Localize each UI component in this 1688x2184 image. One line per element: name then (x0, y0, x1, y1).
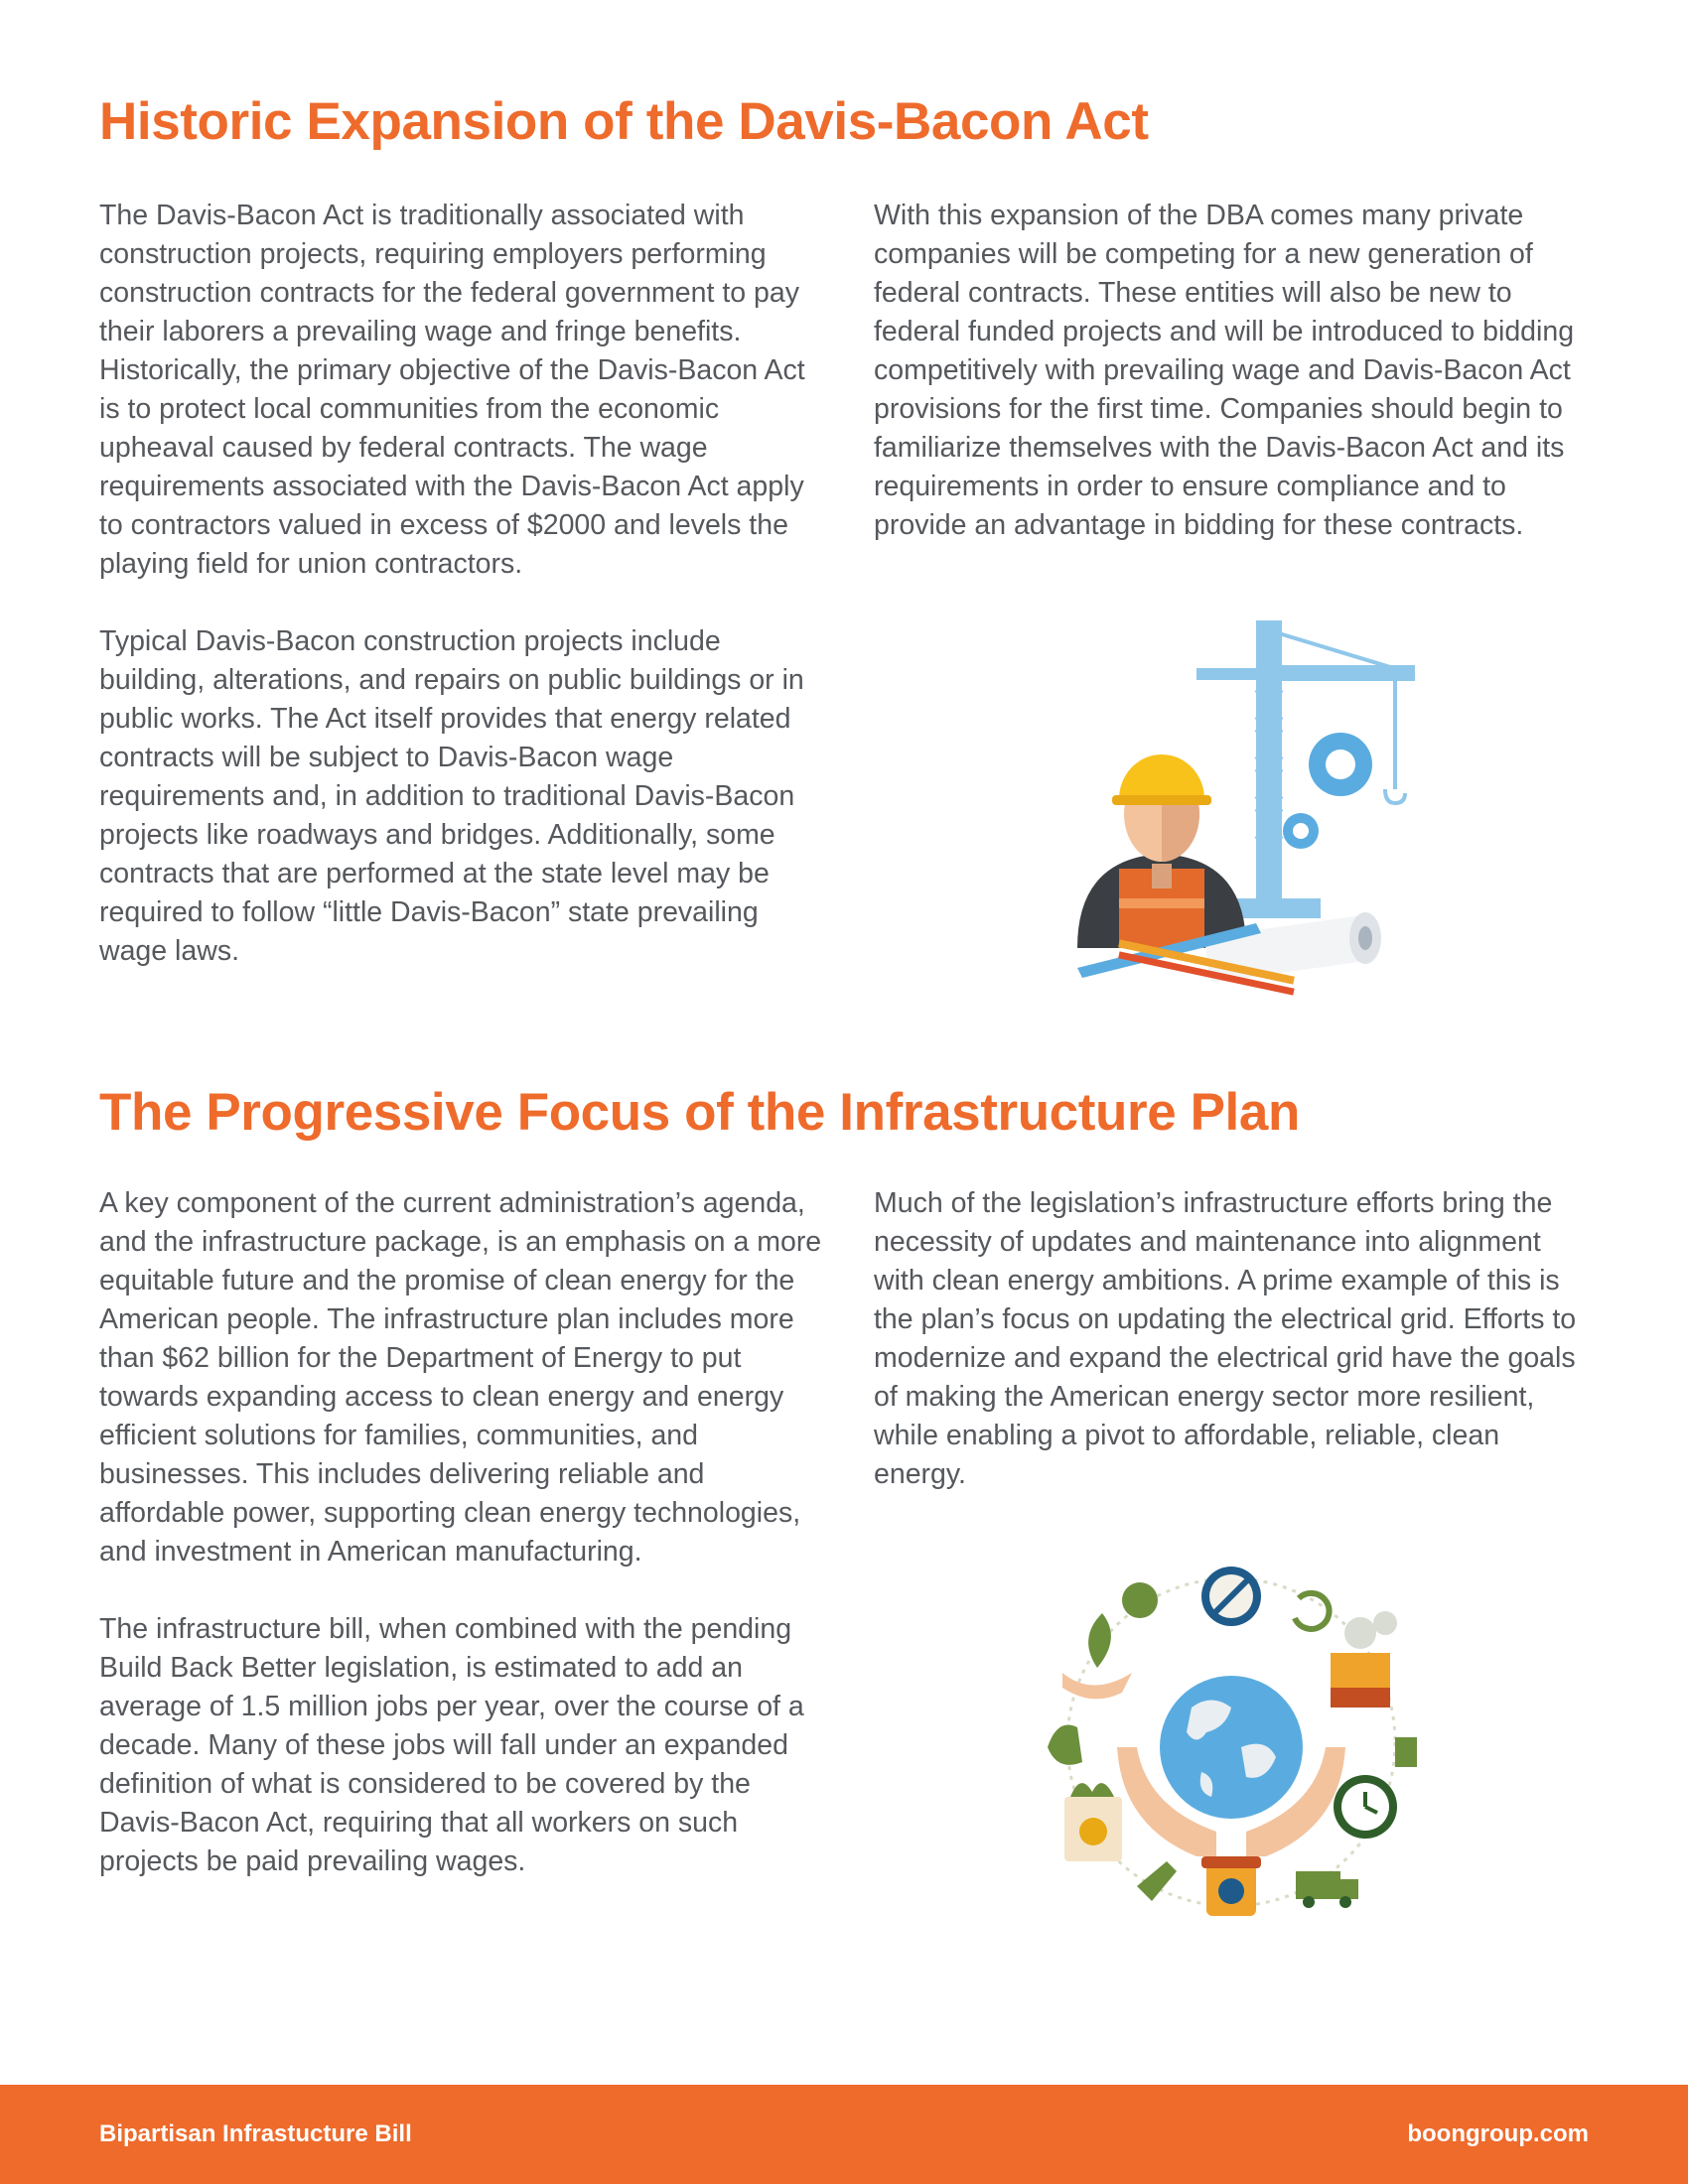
section2-left-paragraph-2: The infrastructure bill, when combined with the pending Build Back Better legislation, is estimated to add an average of 1.5 million jobs per year, over the course of a decade. Many of these jobs will fall under an expanded definition of what is considered to be covered by the Davis-Bacon Act, requiring that all workers on such projects be paid prevailing wages. (99, 1613, 804, 1877)
footer-website-link[interactable]: boongroup.com (1407, 2120, 1589, 2147)
section2-title: The Progressive Focus of the Infrastructure Plan (99, 1083, 1300, 1142)
footer-title: Bipartisan Infrastucture Bill (99, 2120, 412, 2147)
section1-title: Historic Expansion of the Davis-Bacon Act (99, 92, 1149, 151)
ecology-illustration (1043, 1549, 1420, 1926)
globe-ecology-icon (1043, 1549, 1420, 1926)
section2-right-paragraph-1: Much of the legislation’s infrastructure efforts bring the necessity of updates and maintenance into alignment with clean energy ambitions. A prime example of this is the plan’s focus on updating the electrical grid. Efforts to modernize and expand the electrical grid have the goals of making the American energy sector more resilient, while enabling a pivot to affordable, reliable, clean energy. (874, 1187, 1577, 1490)
section1-left-paragraph-2: Typical Davis-Bacon construction projects include building, alterations, and repairs on public buildings or in public works. The Act itself provides that energy related contracts will be subject to Davis-Bacon wage requirements and, in addition to traditional Davis-Bacon projects like roadways and bridges. Additionally, some contracts that are performed at the state level may be required to follow “little Davis-Bacon” state prevailing wage laws. (99, 625, 804, 967)
section1-left-column (99, 197, 824, 971)
section2-left-column (99, 1184, 824, 1881)
footer-bar (0, 2085, 1688, 2184)
construction-worker-crane-icon (1057, 611, 1415, 1008)
section1-right-paragraph-1: With this expansion of the DBA comes many private companies will be competing for a new generation of federal contracts. These entities will also be new to federal funded projects and will be introduced to bidding competitively with prevailing wage and Davis-Bacon Act provisions for the first time. Companies should begin to familiarize themselves with the Davis-Bacon Act and its requirements in order to ensure compliance and to provide an advantage in bidding for these contracts. (874, 200, 1575, 541)
construction-illustration (1057, 611, 1415, 1008)
section2-left-paragraph-1: A key component of the current administration’s agenda, and the infrastructure package, is an emphasis on a more equitable future and the promise of clean energy for the American people. The infrastructure plan includes more than $62 billion for the Department of Energy to put towards expanding access to clean energy and energy efficient solutions for families, communities, and businesses. This includes delivering reliable and affordable power, supporting clean energy technologies, and investment in American manufacturing. (99, 1187, 822, 1568)
section2-right-column (874, 1184, 1589, 1494)
section1-left-paragraph-1: The Davis-Bacon Act is traditionally associated with construction projects, requiring employers performing construction contracts for the federal government to pay their laborers a prevailing wage and fringe benefits. Historically, the primary objective of the Davis-Bacon Act is to protect local communities from the economic upheaval caused by federal contracts. The wage requirements associated with the Davis-Bacon Act apply to contractors valued in excess of $2000 and levels the playing field for union contractors. (99, 200, 805, 580)
section1-right-column (874, 197, 1589, 545)
